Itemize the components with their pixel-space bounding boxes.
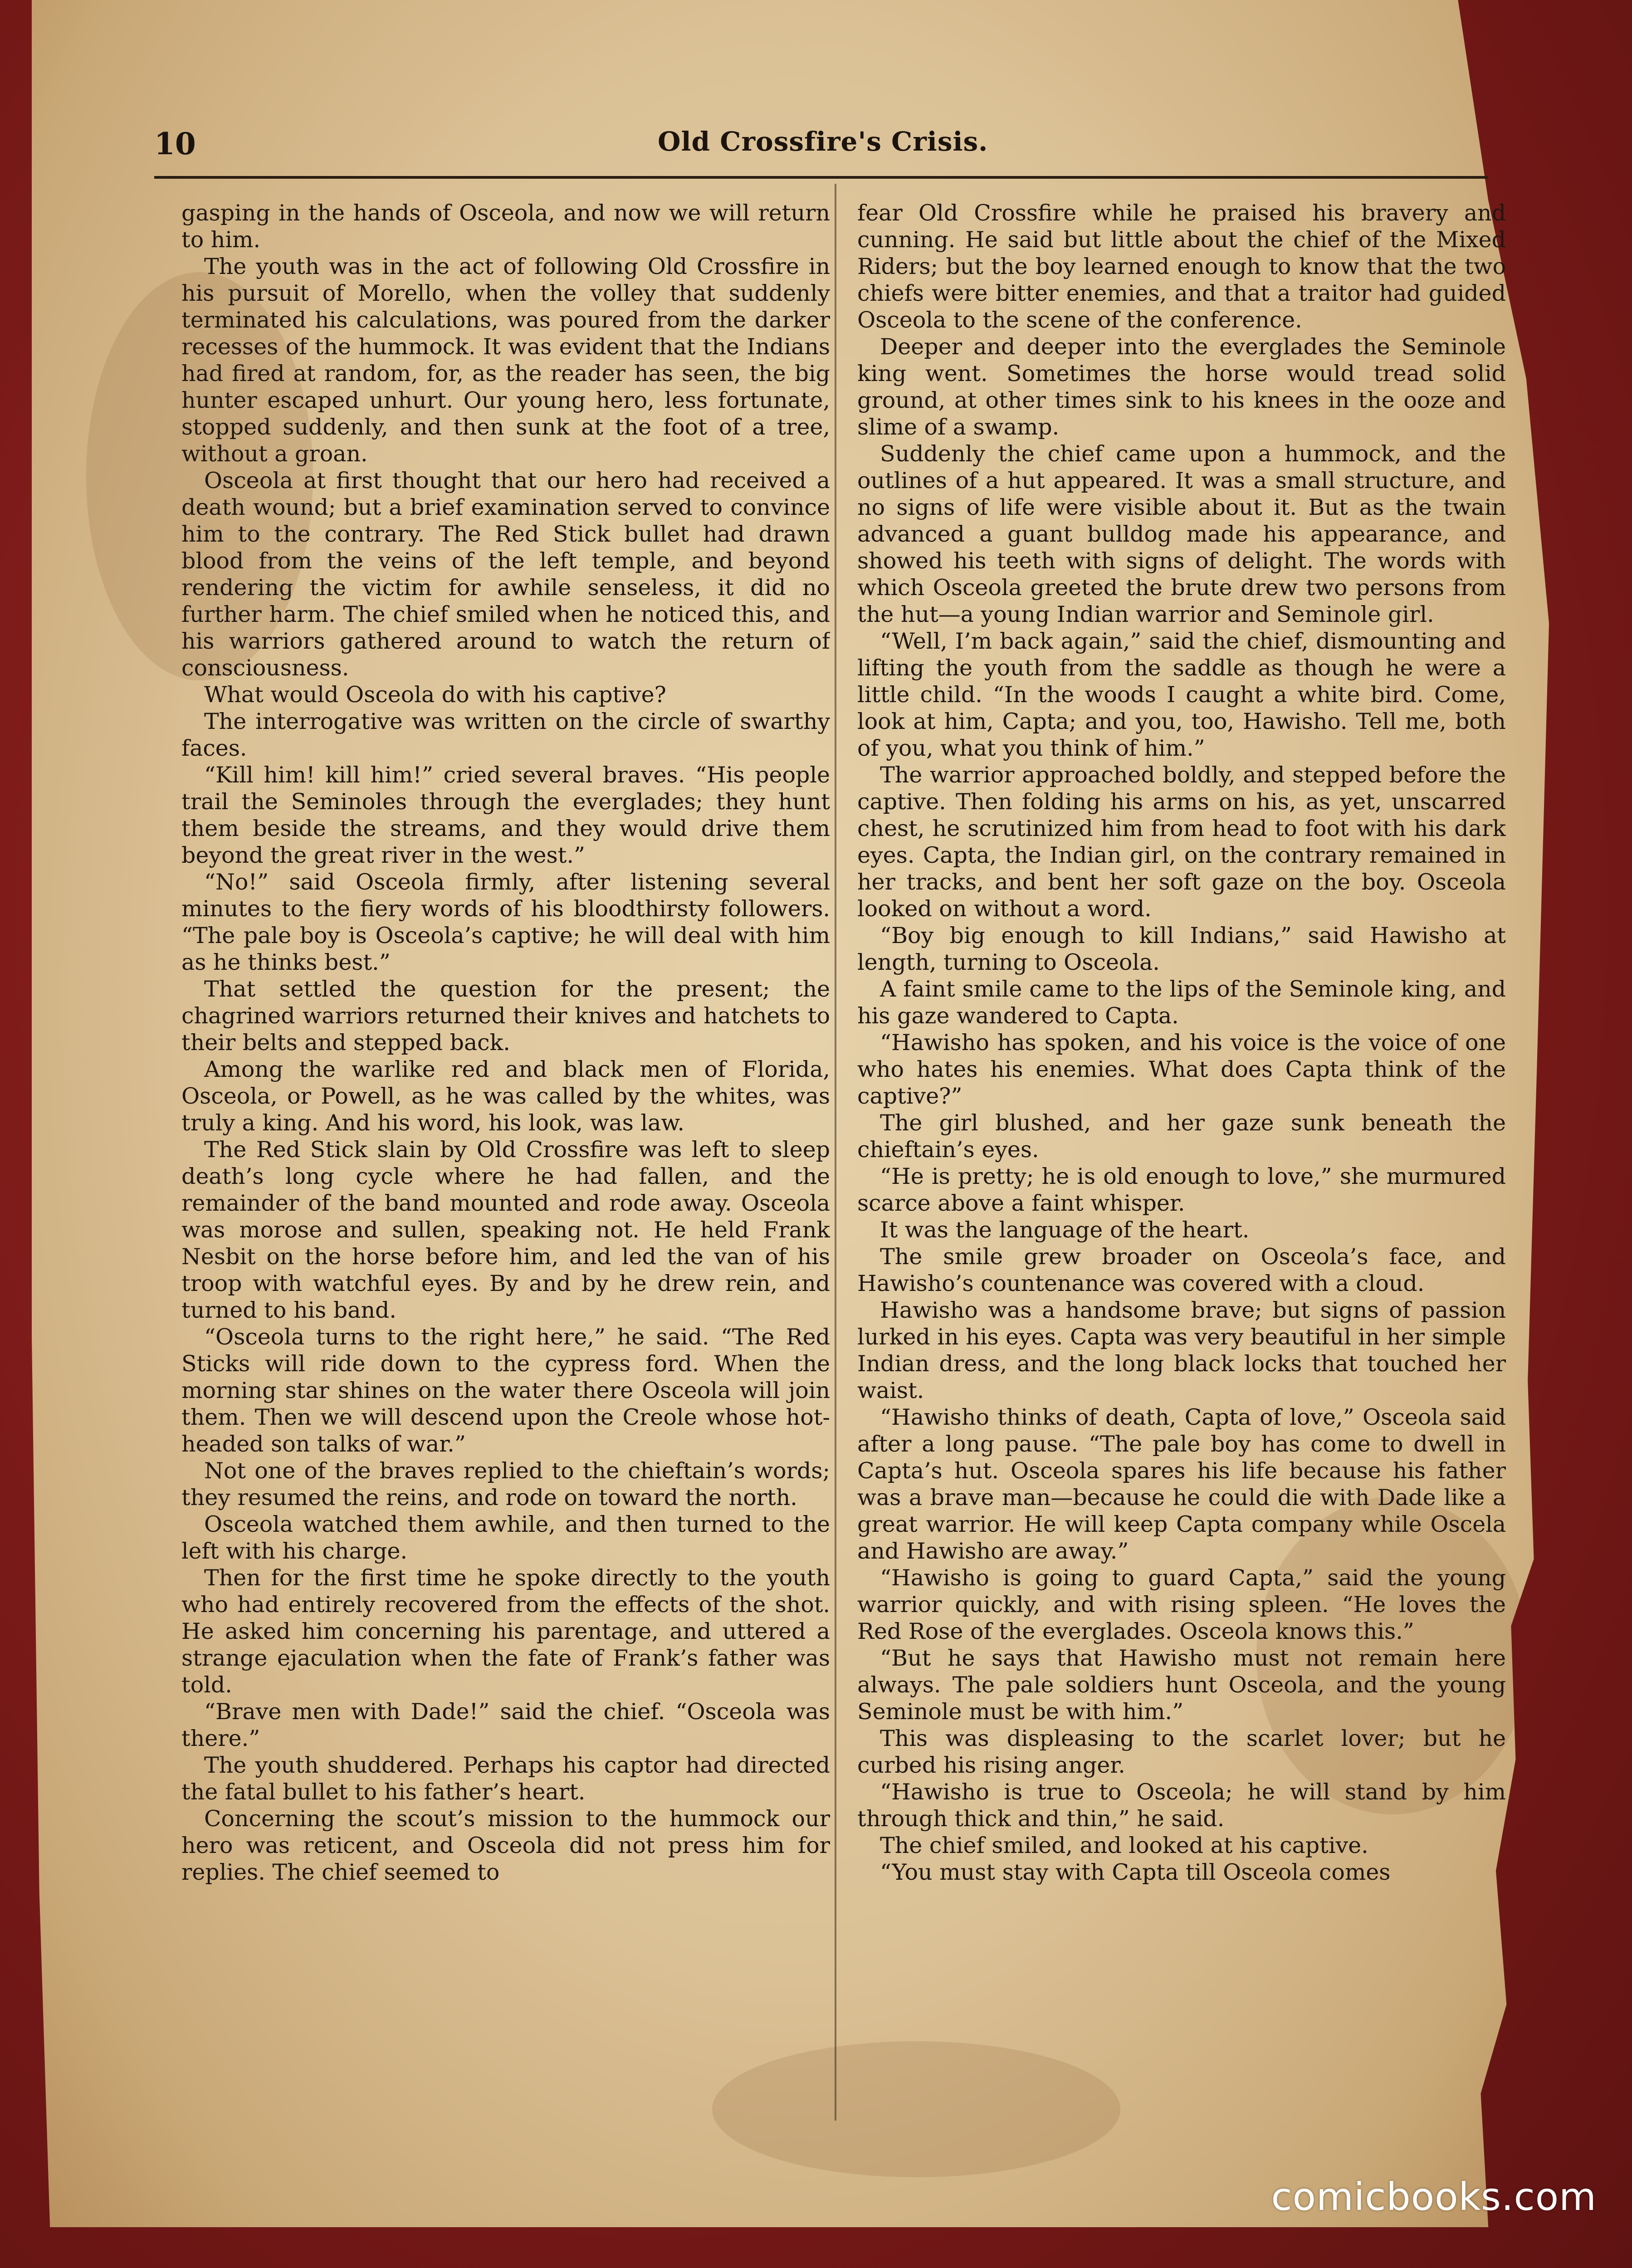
left-column — [181, 200, 830, 2141]
paragraph: “Hawisho thinks of death, Capta of love,” Osceola said after a long pause. “The pale boy has come to dwell in Capta’s hut. Osceola spares his life because his father was a brave man—because he could die with Dade like a great warrior. He will keep Capta company while Oscela and Hawisho are away.” — [857, 1404, 1506, 1564]
paragraph: The chief smiled, and looked at his captive. — [880, 1833, 1368, 1858]
paragraph: “Hawisho has spoken, and his voice is the voice of one who hates his enemies. What does Capta think of the captive?” — [857, 1030, 1506, 1109]
paragraph: “Well, I’m back again,” said the chief, dismounting and lifting the youth from the saddle as though he were a little child. “In the woods I caught a white bird. Come, look at him, Capta; and you, too, Hawisho. Tell me, both of you, what you think of him.” — [857, 628, 1506, 761]
paragraph: Hawisho was a handsome brave; but signs of passion lurked in his eyes. Capta was very beautiful in her simple Indian dress, and the long black locks that touched her waist. — [857, 1297, 1506, 1403]
paragraph: “Hawisho is true to Osceola; he will stand by him through thick and thin,” he said. — [857, 1779, 1506, 1832]
paragraph: A faint smile came to the lips of the Seminole king, and his gaze wandered to Capta. — [857, 976, 1506, 1029]
paragraph: “Hawisho is going to guard Capta,” said the young warrior quickly, and with rising spleen. “He loves the Red Rose of the everglades. Osceola knows this.” — [857, 1565, 1506, 1644]
paragraph: “Brave men with Dade!” said the chief. “Osceola was there.” — [181, 1699, 830, 1751]
paragraph: The girl blushed, and her gaze sunk beneath the chieftain’s eyes. — [857, 1110, 1506, 1163]
paragraph: Concerning the scout’s mission to the hummock our hero was reticent, and Osceola did not press him for replies. The chief seemed to — [181, 1806, 830, 1885]
paragraph: Not one of the braves replied to the chieftain’s words; they resumed the reins, and rode on toward the north. — [181, 1458, 830, 1510]
paragraph: Deeper and deeper into the everglades the Seminole king went. Sometimes the horse would tread solid ground, at other times sink to his knees in the ooze and slime of a swamp. — [857, 334, 1506, 440]
paragraph: gasping in the hands of Osceola, and now we will return to him. — [181, 200, 830, 253]
paragraph: What would Osceola do with his captive? — [204, 682, 666, 708]
page-header — [154, 126, 1488, 167]
column-divider — [835, 184, 836, 2121]
paragraph: “Osceola turns to the right here,” he said. “The Red Sticks will ride down to the cypress ford. When the morning star shines on the water there Osceola will join them. Then we will descend upon the Creole whose hot-headed son talks of war.” — [181, 1324, 830, 1457]
running-title: Old Crossfire's Crisis. — [658, 126, 988, 157]
right-column — [857, 200, 1506, 2141]
header-rule — [154, 176, 1488, 179]
paragraph: Among the warlike red and black men of Florida, Osceola, or Powell, as he was called by the whites, was truly a king. And his word, his look, was law. — [181, 1056, 830, 1136]
paragraph: fear Old Crossfire while he praised his bravery and cunning. He said but little about the chief of the Mixed Riders; but the boy learned enough to know that the two chiefs were bitter enemies, and that a traitor had guided Osceola to the scene of the conference. — [857, 200, 1506, 333]
paragraph: “You must stay with Capta till Osceola comes — [880, 1859, 1391, 1885]
paragraph: The Red Stick slain by Old Crossfire was left to sleep death’s long cycle where he had fallen, and the remainder of the band mounted and rode away. Osceola was morose and sullen, speaking not. He held Frank Nesbit on the horse before him, and led the van of his troop with watchful eyes. By and by he drew rein, and turned to his band. — [181, 1137, 830, 1323]
paragraph: “Kill him! kill him!” cried several braves. “His people trail the Seminoles through the everglades; they hunt them beside the streams, and they would drive them beyond the great river in the west.” — [181, 762, 830, 868]
paragraph: The warrior approached boldly, and stepped before the captive. Then folding his arms on his, as yet, unscarred chest, he scrutinized him from head to foot with his dark eyes. Capta, the Indian girl, on the contrary remained in her tracks, and bent her soft gaze on the boy. Osceola looked on without a word. — [857, 762, 1506, 922]
paragraph: “He is pretty; he is old enough to love,” she murmured scarce above a faint whisper. — [857, 1163, 1506, 1216]
paragraph: Suddenly the chief came upon a hummock, and the outlines of a hut appeared. It was a small structure, and no signs of life were visible about it. But as the twain advanced a guant bulldog made his appearance, and showed his teeth with signs of delight. The words with which Osceola greeted the brute drew two persons from the hut—a young Indian warrior and Seminole girl. — [857, 441, 1506, 627]
paragraph: That settled the question for the present; the chagrined warriors returned their knives and hatchets to their belts and stepped back. — [181, 976, 830, 1056]
paragraph: “Boy big enough to kill Indians,” said Hawisho at length, turning to Osceola. — [857, 923, 1506, 975]
paragraph: The interrogative was written on the circle of swarthy faces. — [181, 709, 830, 761]
paragraph: Osceola at first thought that our hero had received a death wound; but a brief examination served to convince him to the contrary. The Red Stick bullet had drawn blood from the veins of the left temple, and beyond rendering the victim for awhile senseless, it did no further harm. The chief smiled when he noticed this, and his warriors gathered around to watch the return of consciousness. — [181, 468, 830, 681]
paragraph: The smile grew broader on Osceola’s face, and Hawisho’s countenance was covered with a cloud. — [857, 1244, 1506, 1296]
site-watermark: comicbooks.com — [1271, 2175, 1597, 2219]
paragraph: “No!” said Osceola firmly, after listening several minutes to the fiery words of his bloodthirsty followers. “The pale boy is Osceola’s captive; he will deal with him as he thinks best.” — [181, 869, 830, 975]
paragraph: The youth was in the act of following Old Crossfire in his pursuit of Morello, when the volley that suddenly terminated his calculations, was poured from the darker recesses of the hummock. It was evident that the Indians had fired at random, for, as the reader has seen, the big hunter escaped unhurt. Our young hero, less fortunate, stopped suddenly, and then sunk at the foot of a tree, without a groan. — [181, 254, 830, 467]
paragraph: Then for the first time he spoke directly to the youth who had entirely recovered from the effects of the shot. He asked him concerning his parentage, and uttered a strange ejaculation when the fate of Frank’s father was told. — [181, 1565, 830, 1698]
paragraph: “But he says that Hawisho must not remain here always. The pale soldiers hunt Osceola, and the young Seminole must be with him.” — [857, 1645, 1506, 1725]
page-number: 10 — [154, 126, 196, 161]
paragraph: This was displeasing to the scarlet lover; but he curbed his rising anger. — [857, 1725, 1506, 1778]
paragraph: It was the language of the heart. — [880, 1217, 1250, 1243]
paragraph: The youth shuddered. Perhaps his captor had directed the fatal bullet to his father’s heart. — [181, 1752, 830, 1805]
paragraph: Osceola watched them awhile, and then turned to the left with his charge. — [181, 1511, 830, 1564]
